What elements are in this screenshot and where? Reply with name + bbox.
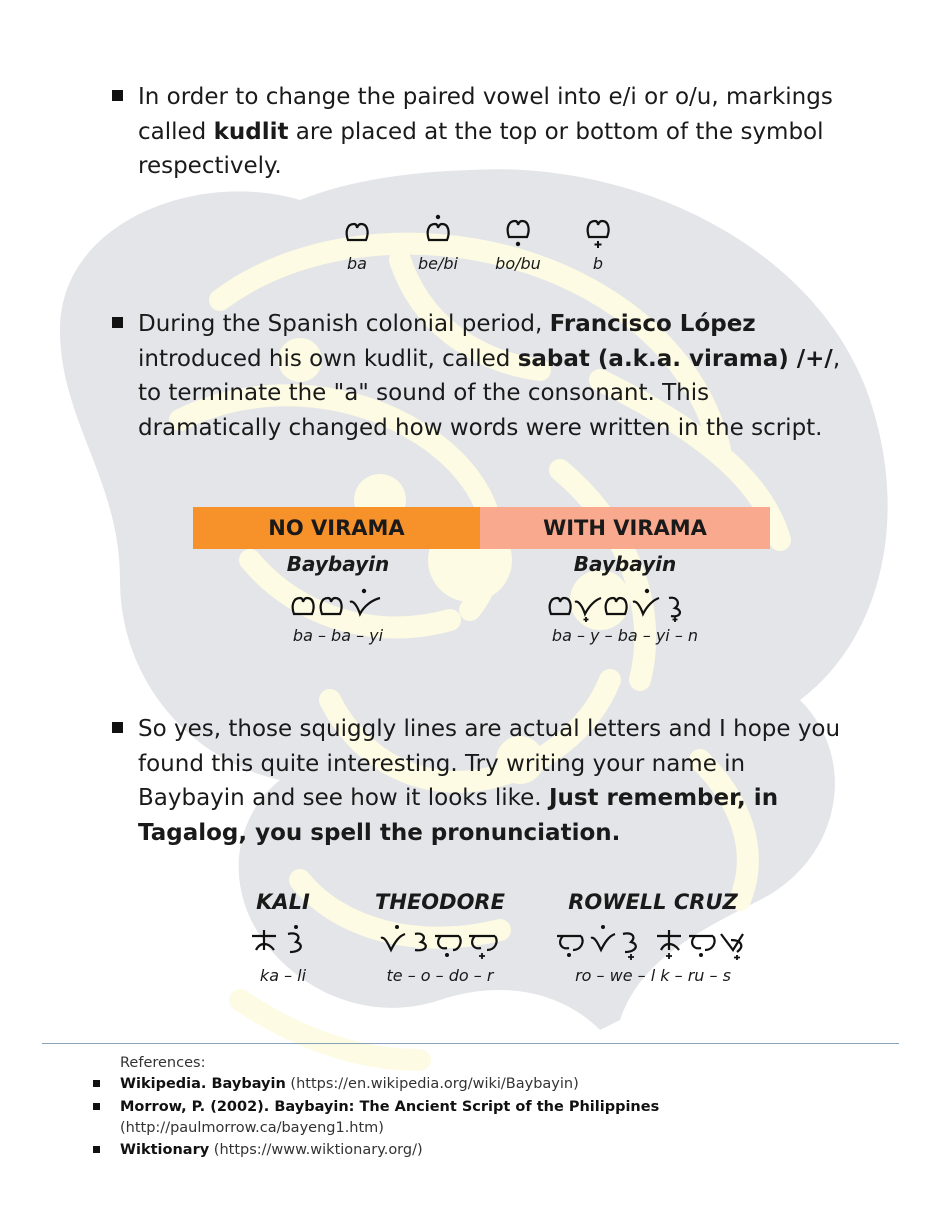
with-virama-column — [525, 552, 725, 645]
name-example-kali: KALI ka – li — [248, 890, 318, 985]
baybayin-ba-glyph — [342, 212, 372, 250]
bullet-square-icon — [112, 722, 123, 733]
no-virama-column — [238, 552, 438, 645]
no-virama-transliteration: ba – ba – yi — [292, 626, 384, 645]
references-title: References: — [120, 1055, 206, 1071]
kudlit-example-ba: ba — [317, 212, 397, 273]
babayi-baybayin-glyphs — [288, 578, 388, 622]
name-example-rowell-cruz: ROWELL CRUZ ro – we – l k – ru – s — [553, 890, 753, 985]
name-examples — [0, 890, 940, 1000]
baybayin-label: Baybayin — [573, 552, 677, 576]
rowell-cruz-baybayin-glyphs — [553, 920, 753, 960]
kali-baybayin-glyphs — [248, 920, 318, 960]
bullet-square-icon — [93, 1103, 100, 1110]
with-virama-transliteration: ba – y – ba – yi – n — [551, 626, 699, 645]
bullet-square-icon — [93, 1146, 100, 1153]
references-divider — [42, 1043, 899, 1044]
baybayin-label: Baybayin — [286, 552, 390, 576]
bullet-square-icon — [112, 317, 123, 328]
theodore-baybayin-glyphs — [375, 920, 505, 960]
no-virama-header: NO VIRAMA — [193, 507, 480, 549]
with-virama-header: WITH VIRAMA — [480, 507, 770, 549]
francisco-lopez-name: Francisco López — [549, 311, 756, 337]
sabat-term: sabat (a.k.a. virama) /+/ — [517, 345, 833, 372]
kudlit-example-bu: bo/bu — [478, 212, 558, 273]
baybayin-b-virama-glyph — [583, 212, 613, 250]
baybayin-bi-glyph — [423, 212, 453, 250]
babayin-baybayin-glyphs — [545, 578, 705, 622]
kudlit-term: kudlit — [213, 118, 289, 145]
kudlit-example-b: b — [558, 212, 638, 273]
spell-pronunciation-note: Just remember, in Tagalog, you spell the pronunciation. — [138, 785, 779, 846]
bullet-square-icon — [93, 1080, 100, 1087]
bullet-square-icon — [112, 90, 123, 101]
kudlit-example-bi: be/bi — [398, 212, 478, 273]
name-example-theodore: THEODORE te – o – do – r — [375, 890, 505, 985]
baybayin-bu-glyph — [503, 212, 533, 250]
kudlit-examples — [328, 212, 628, 282]
